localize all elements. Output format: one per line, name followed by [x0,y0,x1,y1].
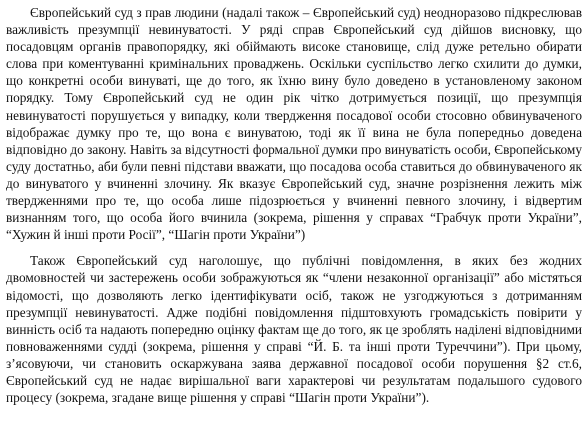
paragraph-public-statements: Також Європейський суд наголошує, що публічні повідомлення, в яких без жодних двомовностей чи застережень особи зображуються як “члени незаконної організації” або містяться відомості, що дозволяють легко ідентифікувати осіб, також не узгоджуються з дотриманням презумпції невинуватості. Адже подібні повідомлення підштовхують громадськість повірити у винність осіб та надають попередню оцінку фактам ще до того, як це зроблять наділені відповідними повноваженнями судді (зокрема, рішення у справі “Й. Б. та інші проти Туреччини”). При цьому, з’ясовуючи, чи становить оскаржувана заява державної посадової особи порушення §2 ст.6, Європейський суд не надає вирішальної ваги характеровi чи результатам подальшого судового процесу (зокрема, згадане вище рішення у справі “Шагін проти України”). [6,253,582,406]
paragraph-presumption-of-innocence: Європейський суд з прав людини (надалі також – Європейський суд) неодноразово підкреслював важливість презумпції невинуватості. У ряді справ Європейський суд дійшов висновку, що посадовцям органів правопорядку, які обіймають високе становище, слід дуже ретельно обирати слова при коментуванні кримінальних проваджень. Оскільки суспільство легко схилити до думки, що конкретні особи винуваті, ще до того, як їхню вину було доведено в установленому законом порядку. Тому Європейський суд не один рік чітко дотримується позиції, що презумпція невинуватості порушується у випадку, коли твердження посадової особи стосовно обвинуваченого відображає думку про те, що вона є винуватою, тоді як її вина не була попередньо доведена відповідно до закону. Навіть за відсутності формальної думки про винуватість особи, Європейському суду достатньо, аби були певні підстави вважати, що посадова особа ставиться до обвинуваченого як до винуватого у вчиненні злочину. Як вказує Європейський суд, значне розрізнення лежить між твердженнями про те, що особа лише підозрюється у вчиненні певного злочину, і відвертим визнанням того, що особа його вчинила (зокрема, рішення у справах “Грабчук проти України”, “Хужин й інші проти Росії”, “Шагін проти України”) [6,5,582,243]
